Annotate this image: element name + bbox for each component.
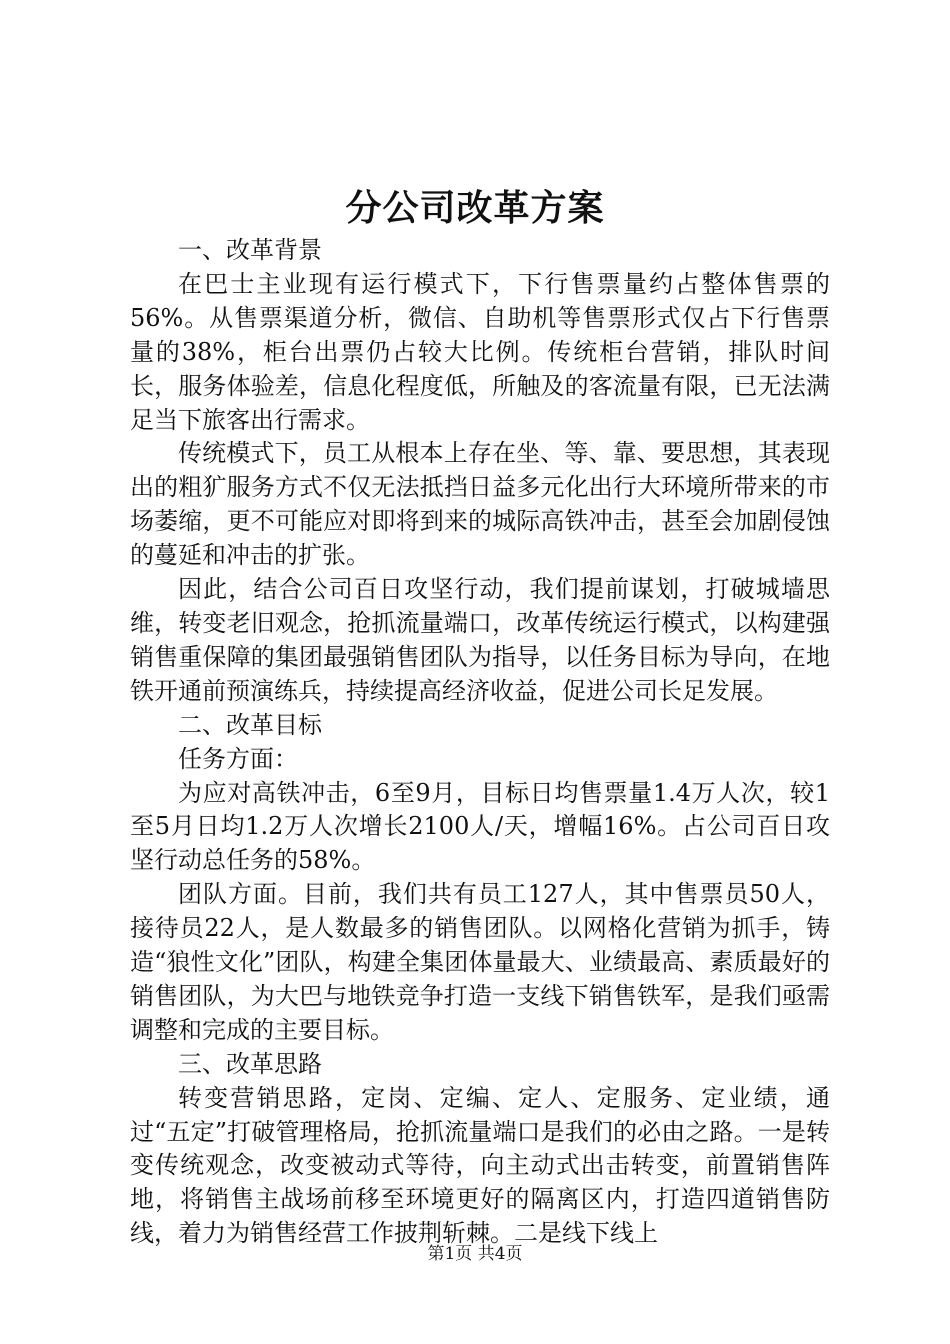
section-heading: 二、改革目标 xyxy=(178,710,322,739)
body-paragraph: 传统模式下，员工从根本上存在坐、等、靠、要思想，其表现出的粗犷服务方式不仅无法抵挡日益多元化出行大环境所带来的市场萎缩，更不可能应对即将到来的城际高铁冲击，甚至会加剧侵蚀的蔓延和冲击的扩张。 xyxy=(130,439,830,570)
body-paragraph: 团队方面。目前，我们共有员工127人，其中售票员50人，接待员22人，是人数最多的销售团队。以网格化营销为抓手，铸造“狼性文化”团队，构建全集团体量最大、业绩最高、素质最好的销售团队，为大巴与地铁竞争打造一支线下销售铁军，是我们亟需调整和完成的主要目标。 xyxy=(130,880,830,1044)
document-title: 分公司改革方案 xyxy=(345,187,605,229)
subsection-heading: 任务方面： xyxy=(178,744,298,773)
body-paragraph: 因此，结合公司百日攻坚行动，我们提前谋划，打破城墙思维，转变老旧观念，抢抓流量端口，改革传统运行模式，以构建强销售重保障的集团最强销售团队为指导，以任务目标为导向，在地铁开通前预演练兵，持续提高经济收益，促进公司长足发展。 xyxy=(130,575,830,705)
document-body xyxy=(130,234,830,1251)
section-heading: 一、改革背景 xyxy=(178,236,322,264)
page-number: 第1页 共4页 xyxy=(427,1244,523,1264)
body-paragraph: 在巴士主业现有运行模式下，下行售票量约占整体售票的56%。从售票渠道分析，微信、自助机等售票形式仅占下行售票量的38%，柜台出票仍占较大比例。传统柜台营销，排队时间长，服务体验差，信息化程度低，所触及的客流量有限，已无法满足当下旅客出行需求。 xyxy=(130,269,830,434)
section-heading: 三、改革思路 xyxy=(178,1049,322,1078)
body-paragraph: 为应对高铁冲击，6至9月，目标日均售票量1.4万人次，较1至5月日均1.2万人次增长2100人/天，增幅16%。占公司百日攻坚行动总任务的58%。 xyxy=(130,778,830,875)
body-paragraph: 转变营销思路，定岗、定编、定人、定服务、定业绩，通过“五定”打破管理格局，抢抓流量端口是我们的必由之路。一是转变传统观念，改变被动式等待，向主动式出击转变，前置销售阵地，将销售主战场前移至环境更好的隔离区内，打造四道销售防线，着力为销售经营工作披荆斩棘。二是线下线上 xyxy=(130,1083,830,1248)
